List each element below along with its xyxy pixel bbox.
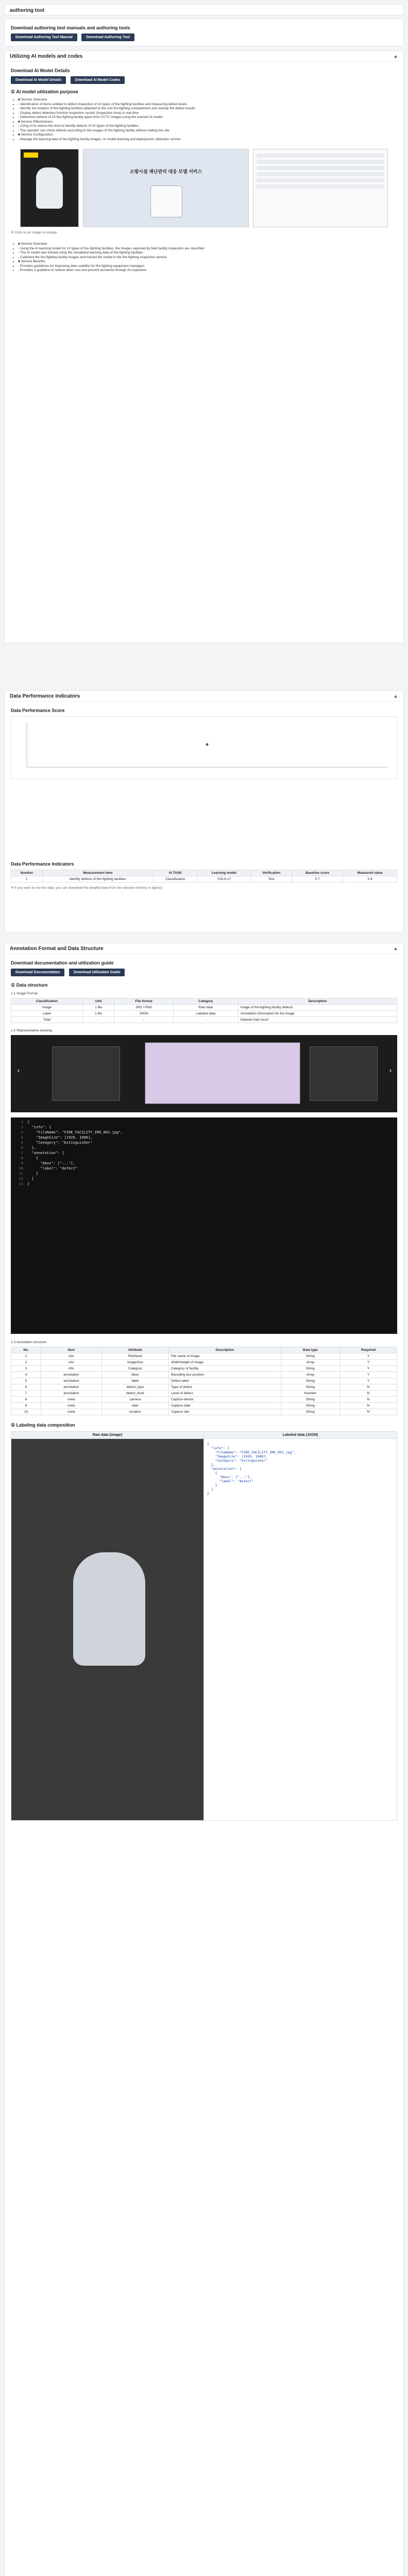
perf-section-title: Data Performance Indicators [10, 693, 80, 699]
table-cell: Width/height of image [169, 1360, 281, 1366]
table-cell: info [41, 1360, 102, 1366]
example-columns [11, 1431, 397, 1821]
table-cell: Number [281, 1391, 339, 1397]
table-cell: Total [11, 1017, 83, 1023]
table-cell: 2 [11, 1360, 41, 1366]
code-line: }, [27, 1146, 36, 1150]
table-cell: Test [251, 876, 292, 883]
table-row [11, 1397, 397, 1403]
ai-download-title: Download AI Model Details [11, 68, 70, 73]
table-cell: JPG / PNG [114, 1005, 173, 1011]
table-cell: 4 [11, 1372, 41, 1378]
list-item: • - Identify the location of fire-fighting facilities attached to the unit fire-fighting compartment and overlap the defect results [18, 107, 397, 111]
table-cell: Type of defect [169, 1384, 281, 1391]
table-cell: Labeled data [173, 1011, 238, 1017]
table-cell: String [281, 1397, 339, 1403]
table-cell: 1 file [82, 1011, 114, 1017]
gallery-main-image[interactable] [145, 1042, 300, 1104]
table-cell: bbox [101, 1372, 168, 1378]
perf-chart-svg [11, 717, 398, 777]
table-cell: Label [11, 1011, 83, 1017]
table-cell: 8 [11, 1397, 41, 1403]
line-number: 13 [19, 1182, 23, 1186]
download-manual-button[interactable]: Download Authoring Tool Manual [11, 33, 77, 41]
line-number: 3 [21, 1130, 23, 1134]
table-cell: YOLO v7 [197, 876, 251, 883]
next-arrow-icon[interactable]: › [389, 1066, 392, 1074]
list-item: • - Using the AI learning model for 10 types of fire-fighting facilities, the images captured by field facility inspectors are classified [18, 247, 397, 251]
table-cell: Identify defects of fire-fighting facilities [42, 876, 153, 883]
column-header: No. [11, 1347, 41, 1353]
table-cell: - [173, 1017, 238, 1023]
column-header: Number [11, 870, 43, 876]
img-ex-title: 1-1 Image Format [11, 992, 38, 995]
table-cell: annotation [41, 1372, 102, 1378]
app-list [257, 154, 384, 191]
device-shape [73, 1552, 145, 1666]
table-row [11, 1005, 397, 1011]
table-cell: N [340, 1409, 397, 1415]
table-row [11, 1353, 397, 1360]
prev-arrow-icon[interactable]: ‹ [17, 1066, 20, 1074]
table-cell: 3 [11, 1366, 41, 1372]
list-item [257, 172, 384, 176]
table-cell: Capture device [169, 1397, 281, 1403]
table-cell: annotation [41, 1391, 102, 1397]
table-header-row [11, 998, 397, 1005]
table-cell: 9 [11, 1403, 41, 1409]
list-item [257, 166, 384, 170]
collapse-icon[interactable]: ▲ [393, 54, 398, 59]
raw-data-image[interactable] [11, 1439, 203, 1820]
list-item: • - Provides a guideline to reduce labor cost and prevent accidents through AI inspection [18, 268, 397, 273]
ai-models-section-title: Utilizing AI models and codes [10, 53, 83, 59]
code-line: } [27, 1182, 30, 1186]
code-line: ] [207, 1487, 213, 1492]
code-line: "label": "defect" [27, 1166, 77, 1171]
line-number: 4 [21, 1136, 23, 1140]
annotation-card [4, 943, 404, 2576]
table-cell: 1 [11, 876, 43, 883]
json-ex-title: 1-2 Representative drawing [11, 1029, 52, 1032]
list-item: • - Collected the fire-fighting facility images and trained the model in the fire-fighting inspection service [18, 256, 397, 260]
code-line: "Category": "Extinguisher" [207, 1459, 268, 1463]
list-item: • - Display defect detection function inspection results (Inspection Area) in real time [18, 111, 397, 116]
app-screenshot[interactable] [253, 149, 388, 227]
column-header: Verification [251, 870, 292, 876]
code-line: ] [27, 1177, 34, 1181]
table-cell: 1 [11, 1353, 41, 1360]
table-cell: FileName [101, 1353, 168, 1360]
download-docs-button[interactable]: Download Documentation [11, 969, 64, 976]
gallery-thumb[interactable] [310, 1046, 378, 1101]
table-cell: N [340, 1397, 397, 1403]
table-cell: 7 [11, 1391, 41, 1397]
code-line: { [207, 1471, 217, 1475]
device-photo[interactable] [20, 149, 79, 227]
annotation-section-title: Annotation Format and Data Structure [10, 945, 104, 952]
code-line: } [27, 1172, 39, 1176]
table-cell: Capture site [169, 1409, 281, 1415]
code-line: "info": { [207, 1446, 230, 1450]
column-header: Required [340, 1347, 397, 1353]
json-code-block [11, 1117, 397, 1334]
raw-data-header: Raw data (image) [11, 1432, 203, 1439]
list-item: • - Identification of items entitled to defect inspection of 10 types of fire-fighting facilities and measuring defect levels [18, 103, 397, 107]
table-cell: N [340, 1384, 397, 1391]
table-cell: label [101, 1378, 168, 1384]
label-tag [24, 152, 38, 158]
table-cell: N [340, 1403, 397, 1409]
column-header: AI TASK [153, 870, 197, 876]
line-number: 1 [21, 1120, 23, 1124]
code-line: "Category": "Extinguisher" [27, 1141, 93, 1145]
table-cell: 5 [11, 1378, 41, 1384]
table-cell: Array [281, 1360, 339, 1366]
collapse-icon[interactable]: ▲ [393, 946, 398, 951]
column-header: Item [41, 1347, 102, 1353]
ai-purpose-title: ① AI model utilization purpose [11, 89, 78, 94]
label-data-column [204, 1432, 397, 1820]
table-cell: String [281, 1353, 339, 1360]
table-cell: String [281, 1378, 339, 1384]
table-cell: location [101, 1409, 168, 1415]
perf-table-title: Data Performance Indicators [11, 861, 74, 867]
ai-models-card [4, 50, 404, 643]
download-ai-details-button[interactable]: Download AI Model Details [11, 76, 66, 84]
line-number: 9 [21, 1161, 23, 1165]
table-cell: Dataset total count [238, 1017, 397, 1023]
list-item: • ■ Service Overview [18, 98, 397, 103]
code-line: "bbox": ["..."], [207, 1475, 252, 1479]
code-line: "FileName": "FIRE_FACILITY_IMG_001.jpg", [207, 1450, 296, 1454]
code-line: "bbox": ["..."], [27, 1161, 75, 1165]
gallery-thumb[interactable] [52, 1046, 120, 1101]
download-tools-title: Download authoring tool manuals and authoring tools [11, 25, 130, 30]
perf-score-title: Data Performance Score [11, 708, 65, 713]
download-ai-codes-button[interactable]: Download AI Model Codes [71, 76, 125, 84]
table-cell: String [281, 1403, 339, 1409]
table-row [11, 1403, 397, 1409]
column-header: Baseline score [292, 870, 343, 876]
table-cell: meta [41, 1403, 102, 1409]
perf-table [11, 870, 397, 883]
table-cell: ImageSize [101, 1360, 168, 1366]
table-cell: Bounding box position [169, 1372, 281, 1378]
code-line: "FileName": "FIRE_FACILITY_IMG_001.jpg", [27, 1130, 123, 1134]
line-number: 11 [19, 1172, 23, 1176]
table-cell: Defect label [169, 1378, 281, 1384]
list-item [257, 160, 384, 164]
table-cell: String [281, 1366, 339, 1372]
list-item: • - Provides guidelines for improving data usability for fire-fighting equipment managers [18, 264, 397, 269]
list-item: • - The AI model was trained using the completed learning data of fire-fighting facilities [18, 251, 397, 256]
list-item: • - Using AI to reduce the time to identify defects of 10 types of fire-fighting facilities [18, 124, 397, 129]
list-item [257, 184, 384, 189]
table-cell: Level of defect [169, 1391, 281, 1397]
collapse-icon[interactable]: ▲ [393, 693, 398, 699]
code-line: { [207, 1442, 209, 1446]
column-header: Unit [82, 998, 114, 1005]
table-row [11, 1366, 397, 1372]
ai-purpose-list [11, 98, 397, 142]
page-title: authoring tool [10, 7, 45, 13]
column-header: File format [114, 998, 173, 1005]
line-number: 6 [21, 1146, 23, 1150]
column-header: Category [173, 998, 238, 1005]
column-header: Data type [281, 1347, 339, 1353]
column-header: Learning model [197, 870, 251, 876]
code-line: } [207, 1483, 217, 1487]
perf-card [4, 690, 404, 933]
line-number: 8 [21, 1156, 23, 1160]
image-gallery [11, 1035, 397, 1112]
table-cell: Category of facility [169, 1366, 281, 1372]
list-item: • ■ Service Overview [18, 242, 397, 247]
table-cell: Y [340, 1353, 397, 1360]
table-cell: Image [11, 1005, 83, 1011]
download-guide-button[interactable]: Download Utilization Guide [69, 969, 125, 976]
table-cell: date [101, 1403, 168, 1409]
table-cell: annotation [41, 1384, 102, 1391]
table-row [11, 1011, 397, 1017]
column-header: Attribute [101, 1347, 168, 1353]
table-row [11, 1384, 397, 1391]
table-cell: camera [101, 1397, 168, 1403]
code-line: { [27, 1156, 39, 1160]
table-cell: - [114, 1017, 173, 1023]
table-header-row [11, 870, 397, 876]
list-item [257, 154, 384, 158]
list-item: • - The operator can check defects according to the images of fire-fighting facility without visiting the site [18, 129, 397, 133]
example-title: ② Labeling data composition [11, 1422, 75, 1428]
table-cell: String [281, 1409, 339, 1415]
list-item: • ■ Service Configuration [18, 133, 397, 138]
table-row [11, 1378, 397, 1384]
table-cell: defect_level [101, 1391, 168, 1397]
table-row [11, 1017, 397, 1023]
table-cell: meta [41, 1397, 102, 1403]
code-line: "ImageSize": [1920, 1080], [207, 1454, 268, 1459]
list-item: • ■ Service Benefits [18, 260, 397, 264]
list-item: • - Manage the learning data of fire-fighting facility images, AI model learning and deployment, detection service [18, 138, 397, 142]
image-caption: ※ Click on an image to enlarge [11, 231, 57, 234]
json-sample [204, 1439, 397, 1499]
raw-data-column [11, 1432, 204, 1820]
perf-chart [11, 716, 397, 779]
table-cell: Category [101, 1366, 168, 1372]
struct-title: ① Data structure [11, 982, 48, 988]
code-line: "info": { [27, 1125, 52, 1129]
service-poster[interactable] [83, 149, 249, 227]
table-cell: Capture date [169, 1403, 281, 1409]
table-cell: annotation [41, 1378, 102, 1384]
table-row [11, 1391, 397, 1397]
code-line: { [27, 1120, 30, 1124]
table-cell: Classification [153, 876, 197, 883]
table-row [11, 1372, 397, 1378]
label-data-header: Labeled data (JSON) [204, 1432, 397, 1439]
schema-title: 1-3 Annotation structure [11, 1341, 47, 1344]
table-cell: Y [340, 1372, 397, 1378]
column-header: Measured value [343, 870, 397, 876]
column-header: Measurement item [42, 870, 153, 876]
table-cell: Y [340, 1366, 397, 1372]
schema-body [11, 1353, 397, 1415]
table-row [11, 1360, 397, 1366]
line-number: 10 [19, 1166, 23, 1171]
table-header-row [11, 1347, 397, 1353]
table-cell: 10 [11, 1409, 41, 1415]
label-data-body [204, 1439, 397, 1820]
list-item [257, 178, 384, 182]
table-cell: Annotation information for the image [238, 1011, 397, 1017]
table-cell: N [340, 1391, 397, 1397]
table-cell: Y [340, 1378, 397, 1384]
download-tools-card [4, 19, 404, 46]
annotation-download-title: Download documentation and utilization guide [11, 960, 114, 965]
perf-note: ※ If you want to use the data, you can download the detailed data from the relevant ministry or agency [11, 886, 163, 890]
table-cell: Image of fire-fighting facility defects [238, 1005, 397, 1011]
table-cell: Y [340, 1360, 397, 1366]
schema-table [11, 1347, 397, 1415]
code-line: } [207, 1492, 209, 1496]
column-header: Classification [11, 998, 83, 1005]
list-item: • ■ Service Effectiveness [18, 120, 397, 125]
line-number: 5 [21, 1141, 23, 1145]
code-line: "label": "defect" [207, 1479, 254, 1483]
kit-illustration [150, 185, 182, 217]
table-cell: 1 file [82, 1005, 114, 1011]
table-cell: 6 [11, 1384, 41, 1391]
table-row [11, 876, 397, 883]
header-card [4, 4, 404, 15]
code-line: "annotation": [ [207, 1467, 242, 1471]
table-cell: 0.8 [343, 876, 397, 883]
struct-table [11, 998, 397, 1023]
column-header: Description [238, 998, 397, 1005]
download-tool-button[interactable]: Download Authoring Tool [81, 33, 134, 41]
poster-title: 소방시설 재난관리 대응 모델 서비스 [129, 169, 202, 174]
table-cell: 0.7 [292, 876, 343, 883]
ai-service-list [11, 242, 397, 273]
data-point [206, 743, 209, 746]
table-cell: info [41, 1353, 102, 1360]
line-number: 12 [19, 1177, 23, 1181]
table-cell: meta [41, 1409, 102, 1415]
line-number: 2 [21, 1125, 23, 1129]
table-cell: Raw data [173, 1005, 238, 1011]
code-line: "ImageSize": [1920, 1080], [27, 1136, 93, 1140]
device-shape [36, 167, 63, 209]
table-cell: info [41, 1366, 102, 1372]
table-cell: JSON [114, 1011, 173, 1017]
list-item: • - Determine defects of 10 fire-fighting facility types from CCTV images using the learned AI model [18, 115, 397, 120]
table-row [11, 1409, 397, 1415]
table-cell: String [281, 1384, 339, 1391]
line-number: 7 [21, 1151, 23, 1155]
table-cell: Array [281, 1372, 339, 1378]
table-cell: File name of image [169, 1353, 281, 1360]
code-line: }, [207, 1463, 215, 1467]
code-line: "annotation": [ [27, 1151, 64, 1155]
table-cell: defect_type [101, 1384, 168, 1391]
table-cell: - [82, 1017, 114, 1023]
column-header: Description [169, 1347, 281, 1353]
